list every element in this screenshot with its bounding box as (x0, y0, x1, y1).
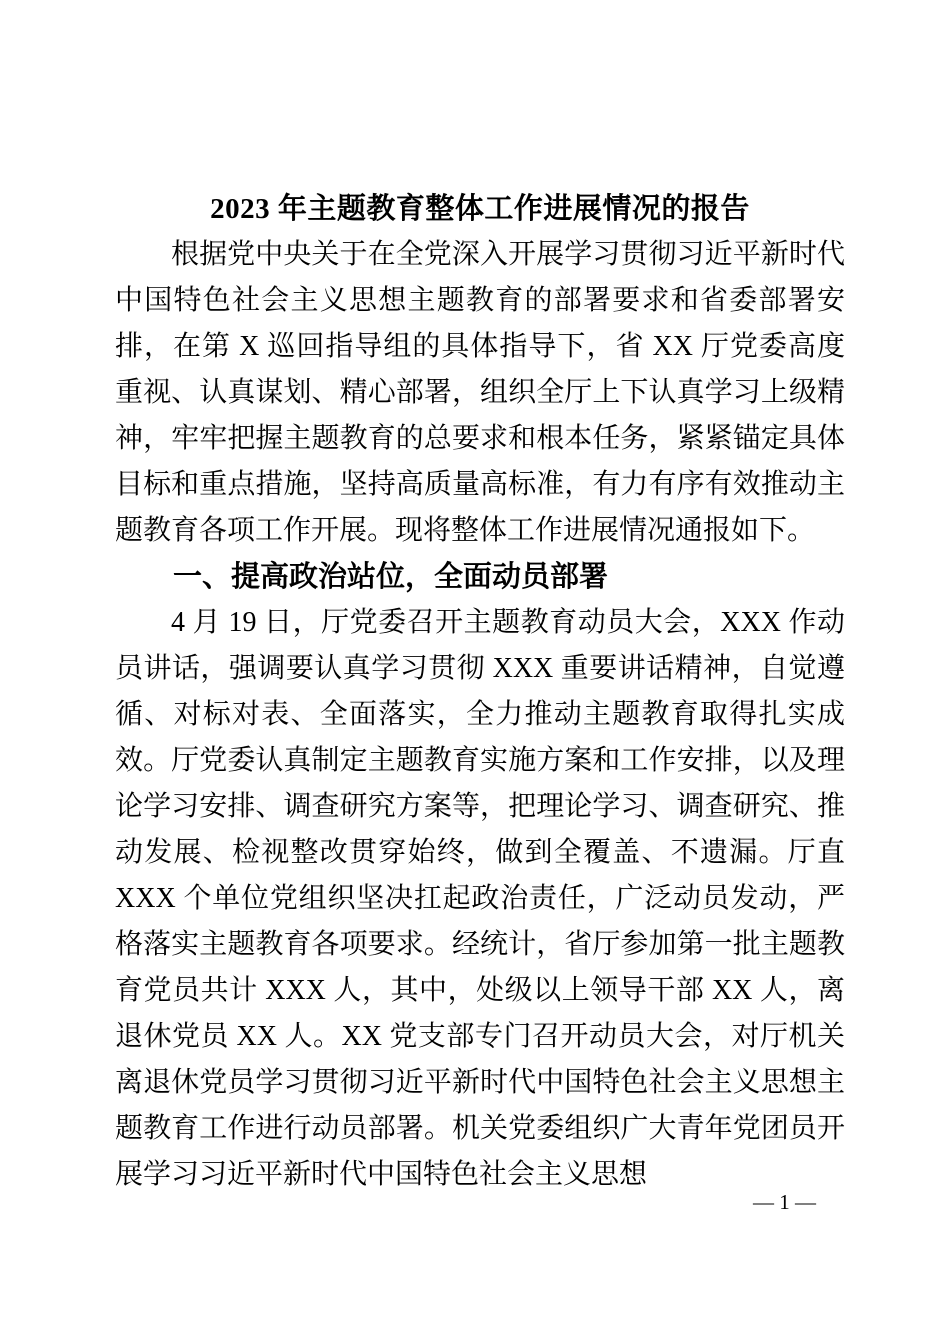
intro-paragraph: 根据党中央关于在全党深入开展学习贯彻习近平新时代中国特色社会主义思想主题教育的部署要求和省委部署安排，在第 X 巡回指导组的具体指导下，省 XX 厅党委高度重视、认真谋划、精心部署，组织全厅上下认真学习上级精神，牢牢把握主题教育的总要求和根本任务，紧紧锚定具体目标和重点措施，坚持高质量高标准，有力有序有效推动主题教育各项工作开展。现将整体工作进展情况通报如下。 (115, 239, 845, 546)
section-1-paragraph: 4 月 19 日，厅党委召开主题教育动员大会，XXX 作动员讲话，强调要认真学习贯彻 XXX 重要讲话精神，自觉遵循、对标对表、全面落实，全力推动主题教育取得扎实成效。厅党委认真制定主题教育实施方案和工作安排，以及理论学习安排、调查研究方案等，把理论学习、调查研究、推动发展、检视整改贯穿始终，做到全覆盖、不遗漏。厅直 XXX 个单位党组织坚决扛起政治责任，广泛动员发动，严格落实主题教育各项要求。经统计，省厅参加第一批主题教育党员共计 XXX 人，其中，处级以上领导干部 XX 人，离退休党员 XX 人。XX 党支部专门召开动员大会，对厅机关离退休党员学习贯彻习近平新时代中国特色社会主义思想主题教育工作进行动员部署。机关党委组织广大青年党团员开展学习习近平新时代中国特色社会主义思想 (115, 607, 845, 1190)
document-title: 2023 年主题教育整体工作进展情况的报告 (210, 193, 750, 225)
section-1-heading: 一、提高政治站位，全面动员部署 (173, 561, 609, 593)
page-number: — 1 — (753, 1190, 816, 1214)
